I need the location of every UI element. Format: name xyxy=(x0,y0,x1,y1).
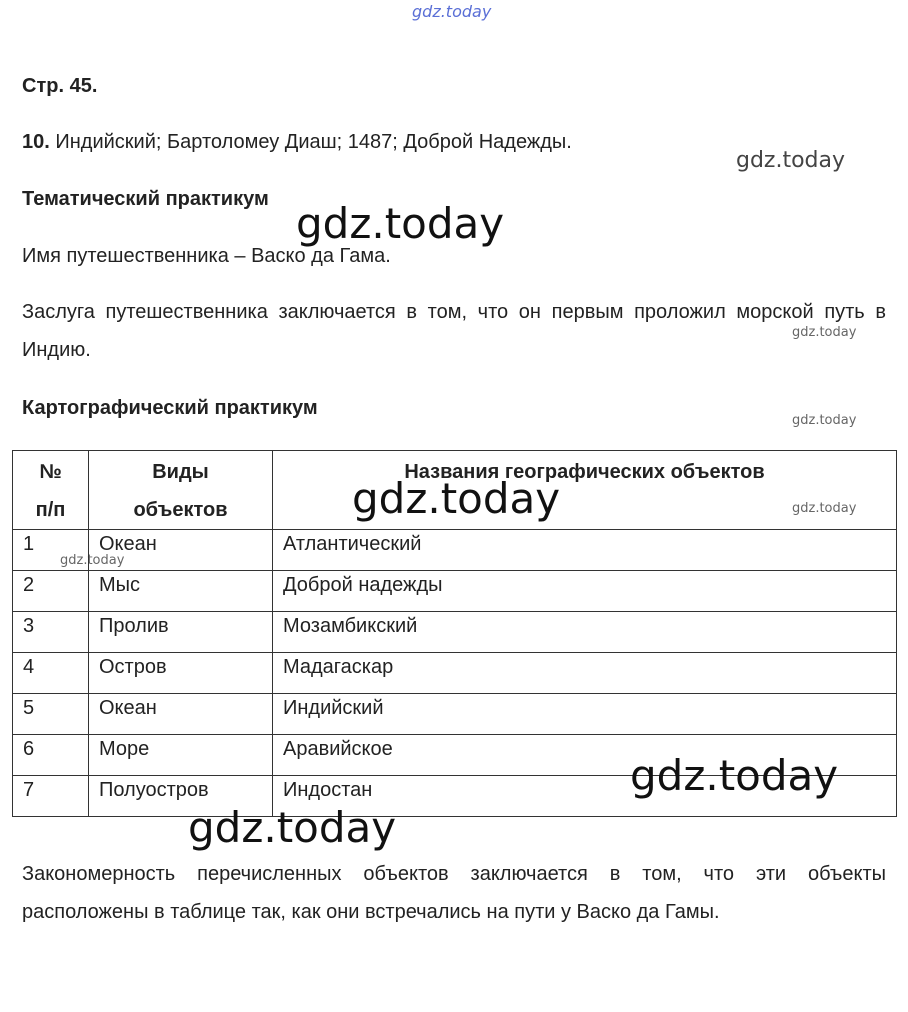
watermark: gdz.today xyxy=(296,199,505,248)
watermark: gdz.today xyxy=(736,148,846,173)
question-answer: Индийский; Бартоломеу Диаш; 1487; Доброй Надежды. xyxy=(55,131,572,153)
question-10 xyxy=(22,132,572,152)
section-title-thematic: Тематический практикум xyxy=(22,188,269,210)
watermark: gdz.today xyxy=(60,553,125,568)
cell-number: 3 xyxy=(13,612,89,653)
cell-number: 5 xyxy=(13,694,89,735)
traveler-name: Имя путешественника – Васко да Гама. xyxy=(22,245,391,267)
table-row xyxy=(13,694,897,735)
cell-number: 2 xyxy=(13,571,89,612)
cell-type: Мыс xyxy=(89,571,273,612)
cell-number: 6 xyxy=(13,735,89,776)
table-row xyxy=(13,571,897,612)
cell-name: Доброй надежды xyxy=(273,571,897,612)
header-type-line1: Виды xyxy=(152,461,209,483)
cell-name: Мадагаскар xyxy=(273,653,897,694)
header-type-line2: объектов xyxy=(133,499,228,521)
cell-number: 4 xyxy=(13,653,89,694)
cell-name: Аравийское xyxy=(273,735,897,776)
watermark: gdz.today xyxy=(792,501,857,516)
header-type xyxy=(89,451,273,530)
cell-type: Пролив xyxy=(89,612,273,653)
table-row xyxy=(13,530,897,571)
cell-type: Остров xyxy=(89,653,273,694)
watermark: gdz.today xyxy=(792,325,857,340)
header-number-line2: п/п xyxy=(35,499,66,521)
header-number xyxy=(13,451,89,530)
cell-type: Океан xyxy=(89,530,273,571)
header-number-line1: № xyxy=(39,461,62,483)
cell-number: 1 xyxy=(13,530,89,571)
watermark-top: gdz.today xyxy=(412,2,492,21)
cell-name: Индостан xyxy=(273,776,897,817)
cell-type: Океан xyxy=(89,694,273,735)
cell-type: Полуостров xyxy=(89,776,273,817)
page-number: Стр. 45. xyxy=(22,75,98,97)
watermark: gdz.today xyxy=(352,474,561,523)
question-number: 10. xyxy=(22,131,50,153)
watermark: gdz.today xyxy=(188,803,397,852)
watermark: gdz.today xyxy=(792,413,857,428)
conclusion-text: Закономерность перечисленных объектов заключается в том, что эти объекты расположены в таблице так, как они встречались на пути у Васко да Гамы. xyxy=(22,863,886,923)
cell-number: 7 xyxy=(13,776,89,817)
table-row xyxy=(13,653,897,694)
section-title-cartographic: Картографический практикум xyxy=(22,397,318,419)
cell-type: Море xyxy=(89,735,273,776)
cell-name: Мозамбикский xyxy=(273,612,897,653)
traveler-merit: Заслуга путешественника заключается в том, что он первым проложил морской путь в Индию. xyxy=(22,301,886,361)
table-row xyxy=(13,612,897,653)
cell-name: Индийский xyxy=(273,694,897,735)
header-name-text: Названия географических объектов xyxy=(404,461,765,483)
watermark: gdz.today xyxy=(630,751,839,800)
cell-name: Атлантический xyxy=(273,530,897,571)
